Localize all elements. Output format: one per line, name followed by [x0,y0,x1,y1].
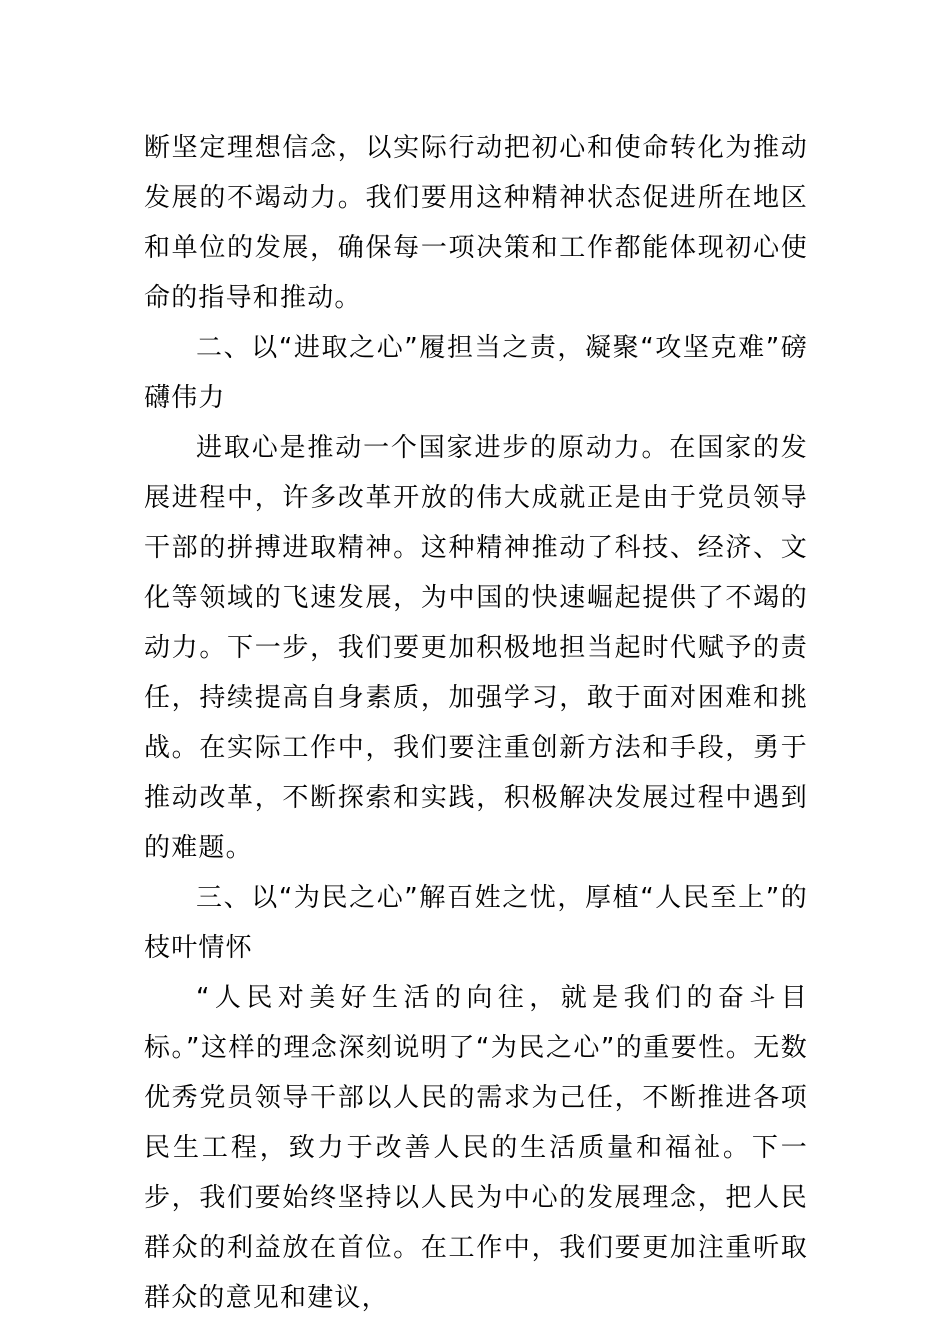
body-paragraph-section-3: “人民对美好生活的向往，就是我们的奋斗目标。”这样的理念深刻说明了“为民之心”的重要性。无数优秀党员领导干部以人民的需求为己任，不断推进各项民生工程，致力于改善人民的生活质量和福祉。下一步，我们要始终坚持以人民为中心的发展理念，把人民群众的利益放在首位。在工作中，我们要更加注重听取群众的意见和建议， [144,983,808,1313]
section-heading-2: 二、以“进取之心”履担当之责，凝聚“攻坚克难”磅礴伟力 [144,333,808,413]
body-paragraph-continued: 断坚定理想信念，以实际行动把初心和使命转化为推动发展的不竭动力。我们要用这种精神状态促进所在地区和单位的发展，确保每一项决策和工作都能体现初心使命的指导和推动。 [144,133,808,313]
section-heading-3: 三、以“为民之心”解百姓之忧，厚植“人民至上”的枝叶情怀 [144,883,808,963]
document-page [144,123,808,1323]
body-paragraph-section-2: 进取心是推动一个国家进步的原动力。在国家的发展进程中，许多改革开放的伟大成就正是由于党员领导干部的拼搏进取精神。这种精神推动了科技、经济、文化等领域的飞速发展，为中国的快速崛起提供了不竭的动力。下一步，我们要更加积极地担当起时代赋予的责任，持续提高自身素质，加强学习，敢于面对困难和挑战。在实际工作中，我们要注重创新方法和手段，勇于推动改革，不断探索和实践，积极解决发展过程中遇到的难题。 [144,433,808,863]
